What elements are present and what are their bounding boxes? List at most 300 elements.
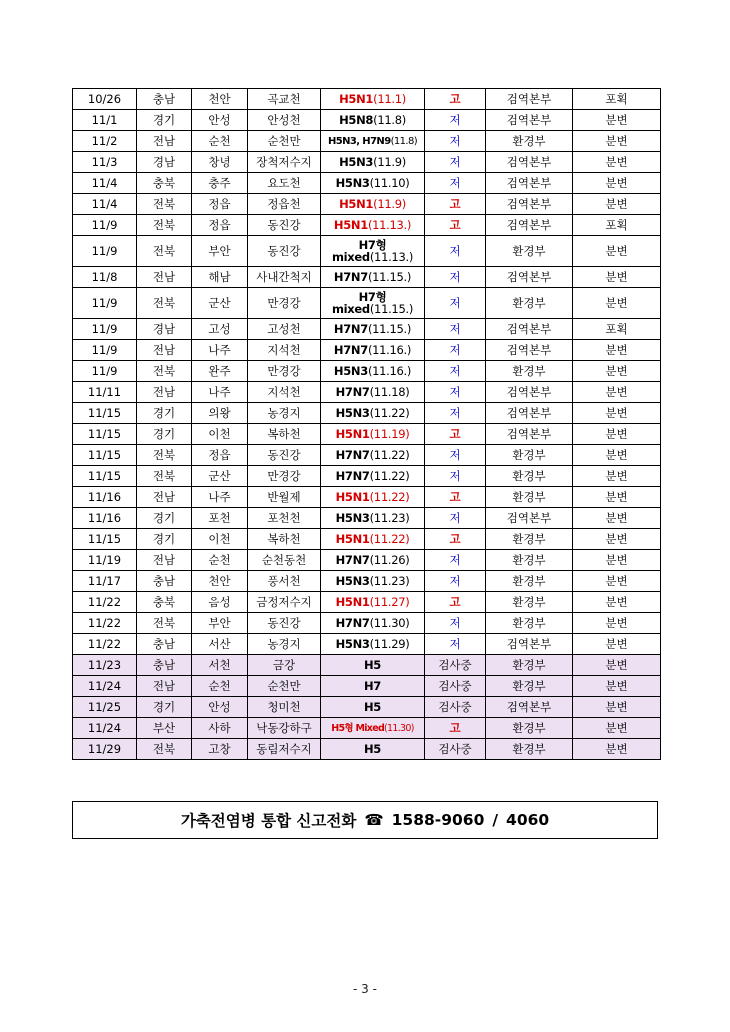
cell-pathogenicity: 저 bbox=[425, 152, 486, 173]
cell-date: 11/24 bbox=[73, 676, 137, 697]
cell-agency: 검역본부 bbox=[486, 267, 573, 288]
cell-subtype bbox=[321, 215, 425, 236]
subtype-name: H7형 mixed bbox=[331, 238, 387, 264]
cell-site: 풍서천 bbox=[248, 571, 321, 592]
cell-sample: 분변 bbox=[573, 152, 661, 173]
subtype-name: H5N1 bbox=[339, 91, 374, 106]
subtype-date: (11.13.) bbox=[367, 217, 412, 232]
cell-date: 11/9 bbox=[73, 319, 137, 340]
subtype-date: (11.22) bbox=[369, 489, 410, 504]
subtype-name: H5형 Mixed bbox=[331, 722, 385, 734]
subtype-date: (11.19) bbox=[369, 426, 410, 441]
cell-sample: 분변 bbox=[573, 718, 661, 739]
cell-province: 전남 bbox=[137, 382, 192, 403]
table-body bbox=[73, 89, 661, 760]
cell-city: 충주 bbox=[192, 173, 248, 194]
cell-city: 고창 bbox=[192, 739, 248, 760]
cell-date: 11/3 bbox=[73, 152, 137, 173]
cell-province: 전남 bbox=[137, 487, 192, 508]
cell-agency: 환경부 bbox=[486, 550, 573, 571]
table-row bbox=[73, 340, 661, 361]
cell-agency: 검역본부 bbox=[486, 215, 573, 236]
cell-date: 11/9 bbox=[73, 340, 137, 361]
subtype-date: (11.18) bbox=[369, 384, 410, 399]
cell-subtype bbox=[321, 267, 425, 288]
cell-date: 11/15 bbox=[73, 445, 137, 466]
cell-agency: 검역본부 bbox=[486, 89, 573, 110]
cell-sample: 분변 bbox=[573, 550, 661, 571]
subtype-name: H5N8 bbox=[339, 112, 374, 127]
subtype-date: (11.1) bbox=[373, 91, 406, 106]
subtype-date: (11.9) bbox=[373, 154, 406, 169]
cell-sample: 분변 bbox=[573, 487, 661, 508]
table-row bbox=[73, 655, 661, 676]
cell-site: 복하천 bbox=[248, 529, 321, 550]
cell-agency: 환경부 bbox=[486, 445, 573, 466]
cell-date: 11/4 bbox=[73, 194, 137, 215]
subtype-date: (11.22) bbox=[369, 405, 410, 420]
cell-province: 전북 bbox=[137, 445, 192, 466]
subtype-date: (11.13.) bbox=[369, 250, 414, 264]
hotline-number-primary: 1588-9060 bbox=[391, 811, 485, 829]
cell-subtype bbox=[321, 718, 425, 739]
table-row bbox=[73, 424, 661, 445]
cell-sample: 분변 bbox=[573, 131, 661, 152]
cell-site: 낙동강하구 bbox=[248, 718, 321, 739]
cell-city: 서천 bbox=[192, 655, 248, 676]
table-row bbox=[73, 697, 661, 718]
cell-subtype bbox=[321, 361, 425, 382]
cell-site: 지석천 bbox=[248, 382, 321, 403]
cell-subtype bbox=[321, 288, 425, 319]
cell-province: 경기 bbox=[137, 424, 192, 445]
cell-province: 경기 bbox=[137, 508, 192, 529]
subtype-name: H7형 mixed bbox=[331, 290, 387, 316]
cell-site: 요도천 bbox=[248, 173, 321, 194]
cell-sample: 분변 bbox=[573, 194, 661, 215]
subtype-name: H5 bbox=[363, 741, 382, 756]
subtype-name: H5N3 bbox=[333, 363, 368, 378]
cell-subtype bbox=[321, 529, 425, 550]
cell-sample: 분변 bbox=[573, 173, 661, 194]
subtype-date: (11.27) bbox=[369, 594, 410, 609]
cell-sample: 분변 bbox=[573, 634, 661, 655]
cell-pathogenicity: 저 bbox=[425, 445, 486, 466]
cell-province: 충북 bbox=[137, 592, 192, 613]
cell-province: 전북 bbox=[137, 194, 192, 215]
cell-subtype bbox=[321, 550, 425, 571]
cell-date: 11/15 bbox=[73, 529, 137, 550]
hotline-number-secondary: 4060 bbox=[506, 811, 550, 829]
cell-province: 경기 bbox=[137, 110, 192, 131]
cell-subtype bbox=[321, 194, 425, 215]
subtype-name: H7N7 bbox=[333, 342, 368, 357]
cell-date: 11/16 bbox=[73, 487, 137, 508]
cell-sample: 분변 bbox=[573, 424, 661, 445]
cell-province: 전남 bbox=[137, 267, 192, 288]
cell-pathogenicity: 저 bbox=[425, 288, 486, 319]
subtype-date: (11.16.) bbox=[367, 342, 412, 357]
cell-site: 만경강 bbox=[248, 466, 321, 487]
cell-subtype bbox=[321, 466, 425, 487]
cell-pathogenicity: 고 bbox=[425, 592, 486, 613]
cell-pathogenicity: 저 bbox=[425, 131, 486, 152]
cell-province: 경남 bbox=[137, 152, 192, 173]
cell-subtype bbox=[321, 655, 425, 676]
cell-city: 정읍 bbox=[192, 194, 248, 215]
cell-site: 만경강 bbox=[248, 361, 321, 382]
cell-subtype bbox=[321, 236, 425, 267]
telephone-icon: ☎ bbox=[364, 811, 384, 829]
subtype-date: (11.22) bbox=[369, 468, 410, 483]
subtype-name: H7N7 bbox=[335, 552, 370, 567]
cell-date: 11/11 bbox=[73, 382, 137, 403]
cell-agency: 환경부 bbox=[486, 571, 573, 592]
cell-site: 장척저수지 bbox=[248, 152, 321, 173]
cell-site: 청미천 bbox=[248, 697, 321, 718]
cell-date: 11/24 bbox=[73, 718, 137, 739]
cell-site: 금강 bbox=[248, 655, 321, 676]
table-row bbox=[73, 267, 661, 288]
table-row bbox=[73, 739, 661, 760]
cell-subtype bbox=[321, 697, 425, 718]
cell-sample: 분변 bbox=[573, 676, 661, 697]
subtype-date: (11.22) bbox=[369, 531, 410, 546]
cell-city: 해남 bbox=[192, 267, 248, 288]
cell-site: 농경지 bbox=[248, 403, 321, 424]
cell-city: 나주 bbox=[192, 340, 248, 361]
cell-pathogenicity: 고 bbox=[425, 424, 486, 445]
cell-sample: 분변 bbox=[573, 571, 661, 592]
subtype-name: H5N1 bbox=[335, 594, 370, 609]
cell-city: 군산 bbox=[192, 288, 248, 319]
cell-pathogenicity: 저 bbox=[425, 382, 486, 403]
cell-province: 전북 bbox=[137, 236, 192, 267]
cell-subtype bbox=[321, 487, 425, 508]
cell-site: 곡교천 bbox=[248, 89, 321, 110]
cell-pathogenicity: 저 bbox=[425, 361, 486, 382]
cell-sample: 분변 bbox=[573, 508, 661, 529]
cell-province: 경기 bbox=[137, 697, 192, 718]
cell-city: 안성 bbox=[192, 110, 248, 131]
cell-site: 농경지 bbox=[248, 634, 321, 655]
table-row bbox=[73, 529, 661, 550]
cell-agency: 검역본부 bbox=[486, 403, 573, 424]
cell-agency: 환경부 bbox=[486, 361, 573, 382]
cell-city: 군산 bbox=[192, 466, 248, 487]
subtype-date: (11.16.) bbox=[367, 363, 412, 378]
cell-sample: 분변 bbox=[573, 288, 661, 319]
cell-site: 동진강 bbox=[248, 613, 321, 634]
cell-agency: 환경부 bbox=[486, 592, 573, 613]
cell-date: 11/2 bbox=[73, 131, 137, 152]
subtype-date: (11.22) bbox=[369, 447, 410, 462]
cell-subtype bbox=[321, 403, 425, 424]
subtype-name: H7N7 bbox=[335, 615, 370, 630]
cell-date: 11/22 bbox=[73, 634, 137, 655]
cell-province: 전북 bbox=[137, 288, 192, 319]
cell-city: 나주 bbox=[192, 487, 248, 508]
cell-pathogenicity: 저 bbox=[425, 110, 486, 131]
cell-pathogenicity: 저 bbox=[425, 236, 486, 267]
cell-province: 전북 bbox=[137, 215, 192, 236]
table-row bbox=[73, 592, 661, 613]
cell-sample: 분변 bbox=[573, 382, 661, 403]
cell-date: 11/9 bbox=[73, 236, 137, 267]
cell-pathogenicity: 저 bbox=[425, 403, 486, 424]
table-row bbox=[73, 508, 661, 529]
cell-agency: 환경부 bbox=[486, 487, 573, 508]
cell-pathogenicity: 저 bbox=[425, 466, 486, 487]
cell-subtype bbox=[321, 319, 425, 340]
subtype-date: (11.30) bbox=[384, 722, 414, 734]
subtype-name: H7N7 bbox=[333, 269, 368, 284]
cell-pathogenicity: 저 bbox=[425, 340, 486, 361]
hotline-box bbox=[72, 801, 658, 839]
cell-subtype bbox=[321, 613, 425, 634]
cell-site: 금정저수지 bbox=[248, 592, 321, 613]
cell-site: 고성천 bbox=[248, 319, 321, 340]
cell-site: 동진강 bbox=[248, 236, 321, 267]
cell-sample: 분변 bbox=[573, 361, 661, 382]
cell-province: 전북 bbox=[137, 613, 192, 634]
subtype-date: (11.8) bbox=[390, 135, 418, 147]
subtype-name: H5N1 bbox=[335, 426, 370, 441]
subtype-date: (11.29) bbox=[369, 636, 410, 651]
cell-sample: 분변 bbox=[573, 340, 661, 361]
cell-date: 11/29 bbox=[73, 739, 137, 760]
cell-date: 11/9 bbox=[73, 288, 137, 319]
cell-pathogenicity: 고 bbox=[425, 215, 486, 236]
cell-city: 순천 bbox=[192, 550, 248, 571]
cell-subtype bbox=[321, 634, 425, 655]
cell-sample: 분변 bbox=[573, 236, 661, 267]
cell-agency: 검역본부 bbox=[486, 382, 573, 403]
cell-date: 11/19 bbox=[73, 550, 137, 571]
cell-agency: 환경부 bbox=[486, 131, 573, 152]
cell-province: 충북 bbox=[137, 173, 192, 194]
table-row bbox=[73, 194, 661, 215]
cell-date: 11/15 bbox=[73, 403, 137, 424]
subtype-name: H7 bbox=[363, 678, 382, 693]
table-row bbox=[73, 613, 661, 634]
cell-agency: 검역본부 bbox=[486, 152, 573, 173]
subtype-name: H5N1 bbox=[339, 196, 374, 211]
subtype-name: H5N1 bbox=[335, 489, 370, 504]
table-row bbox=[73, 466, 661, 487]
cell-city: 서산 bbox=[192, 634, 248, 655]
cell-province: 충남 bbox=[137, 571, 192, 592]
cell-sample: 분변 bbox=[573, 403, 661, 424]
cell-city: 창녕 bbox=[192, 152, 248, 173]
cell-city: 완주 bbox=[192, 361, 248, 382]
cell-subtype bbox=[321, 592, 425, 613]
table-row bbox=[73, 361, 661, 382]
cell-subtype bbox=[321, 445, 425, 466]
cell-sample: 분변 bbox=[573, 739, 661, 760]
cell-province: 충남 bbox=[137, 89, 192, 110]
cell-sample: 포획 bbox=[573, 89, 661, 110]
cell-sample: 포획 bbox=[573, 215, 661, 236]
cell-pathogenicity: 저 bbox=[425, 634, 486, 655]
cell-pathogenicity: 검사중 bbox=[425, 676, 486, 697]
table-row bbox=[73, 288, 661, 319]
table-row bbox=[73, 152, 661, 173]
cell-city: 부안 bbox=[192, 236, 248, 267]
table-row bbox=[73, 110, 661, 131]
cell-subtype bbox=[321, 89, 425, 110]
cell-date: 11/8 bbox=[73, 267, 137, 288]
table-row bbox=[73, 89, 661, 110]
cell-province: 전남 bbox=[137, 131, 192, 152]
cell-subtype bbox=[321, 382, 425, 403]
subtype-name: H5N3 bbox=[335, 175, 370, 190]
cell-agency: 검역본부 bbox=[486, 634, 573, 655]
hotline-label: 가축전염병 통합 신고전화 bbox=[180, 812, 357, 830]
cell-date: 10/26 bbox=[73, 89, 137, 110]
cell-date: 11/15 bbox=[73, 466, 137, 487]
cell-province: 부산 bbox=[137, 718, 192, 739]
cell-province: 전남 bbox=[137, 676, 192, 697]
cell-pathogenicity: 저 bbox=[425, 319, 486, 340]
subtype-name: H5N1 bbox=[333, 217, 368, 232]
cell-city: 사하 bbox=[192, 718, 248, 739]
cell-pathogenicity: 저 bbox=[425, 571, 486, 592]
cell-province: 전남 bbox=[137, 340, 192, 361]
subtype-date: (11.15.) bbox=[367, 269, 412, 284]
subtype-name: H7N7 bbox=[333, 321, 368, 336]
cell-date: 11/25 bbox=[73, 697, 137, 718]
table-row bbox=[73, 403, 661, 424]
subtype-name: H5N3, H7N9 bbox=[327, 135, 391, 147]
cell-pathogenicity: 고 bbox=[425, 487, 486, 508]
cell-agency: 검역본부 bbox=[486, 508, 573, 529]
cell-sample: 분변 bbox=[573, 613, 661, 634]
subtype-name: H7N7 bbox=[335, 468, 370, 483]
subtype-name: H5N3 bbox=[335, 573, 370, 588]
cell-site: 복하천 bbox=[248, 424, 321, 445]
cell-city: 천안 bbox=[192, 89, 248, 110]
cell-subtype bbox=[321, 676, 425, 697]
cell-site: 지석천 bbox=[248, 340, 321, 361]
cell-pathogenicity: 고 bbox=[425, 89, 486, 110]
cell-date: 11/9 bbox=[73, 361, 137, 382]
table-row bbox=[73, 131, 661, 152]
cell-date: 11/4 bbox=[73, 173, 137, 194]
table-row bbox=[73, 718, 661, 739]
cell-agency: 검역본부 bbox=[486, 424, 573, 445]
cell-sample: 분변 bbox=[573, 529, 661, 550]
cell-pathogenicity: 검사중 bbox=[425, 697, 486, 718]
cell-site: 안성천 bbox=[248, 110, 321, 131]
cell-city: 천안 bbox=[192, 571, 248, 592]
cell-province: 충남 bbox=[137, 634, 192, 655]
cell-sample: 분변 bbox=[573, 697, 661, 718]
cell-pathogenicity: 저 bbox=[425, 550, 486, 571]
cell-pathogenicity: 고 bbox=[425, 529, 486, 550]
cell-agency: 환경부 bbox=[486, 466, 573, 487]
cell-agency: 환경부 bbox=[486, 288, 573, 319]
cell-subtype bbox=[321, 131, 425, 152]
table-row bbox=[73, 382, 661, 403]
cell-city: 나주 bbox=[192, 382, 248, 403]
cell-sample: 분변 bbox=[573, 110, 661, 131]
cell-pathogenicity: 저 bbox=[425, 613, 486, 634]
cell-site: 만경강 bbox=[248, 288, 321, 319]
subtype-name: H5N3 bbox=[335, 405, 370, 420]
cell-agency: 검역본부 bbox=[486, 173, 573, 194]
cell-subtype bbox=[321, 739, 425, 760]
subtype-date: (11.23) bbox=[369, 573, 410, 588]
subtype-name: H5N3 bbox=[335, 510, 370, 525]
cell-agency: 환경부 bbox=[486, 529, 573, 550]
cell-agency: 검역본부 bbox=[486, 319, 573, 340]
cell-agency: 환경부 bbox=[486, 739, 573, 760]
cell-date: 11/9 bbox=[73, 215, 137, 236]
cell-sample: 분변 bbox=[573, 655, 661, 676]
cell-sample: 분변 bbox=[573, 267, 661, 288]
cell-city: 의왕 bbox=[192, 403, 248, 424]
table-row bbox=[73, 676, 661, 697]
cell-pathogenicity: 검사중 bbox=[425, 739, 486, 760]
cell-province: 경기 bbox=[137, 529, 192, 550]
cell-city: 부안 bbox=[192, 613, 248, 634]
subtype-date: (11.26) bbox=[369, 552, 410, 567]
cell-province: 전북 bbox=[137, 361, 192, 382]
hotline-separator: / bbox=[492, 811, 499, 829]
cell-agency: 환경부 bbox=[486, 236, 573, 267]
cell-date: 11/22 bbox=[73, 592, 137, 613]
cell-province: 전북 bbox=[137, 739, 192, 760]
cell-sample: 분변 bbox=[573, 592, 661, 613]
cell-agency: 환경부 bbox=[486, 613, 573, 634]
table-row bbox=[73, 550, 661, 571]
subtype-name: H5 bbox=[363, 657, 382, 672]
cell-province: 전남 bbox=[137, 550, 192, 571]
cell-city: 안성 bbox=[192, 697, 248, 718]
cell-agency: 검역본부 bbox=[486, 697, 573, 718]
cell-date: 11/16 bbox=[73, 508, 137, 529]
table-row bbox=[73, 215, 661, 236]
cell-pathogenicity: 고 bbox=[425, 718, 486, 739]
cell-date: 11/23 bbox=[73, 655, 137, 676]
cell-city: 정읍 bbox=[192, 445, 248, 466]
subtype-name: H5N1 bbox=[335, 531, 370, 546]
cell-subtype bbox=[321, 152, 425, 173]
page-number: - 3 - bbox=[353, 982, 377, 996]
table-row bbox=[73, 634, 661, 655]
cell-date: 11/22 bbox=[73, 613, 137, 634]
cell-city: 고성 bbox=[192, 319, 248, 340]
cell-subtype bbox=[321, 508, 425, 529]
detection-table bbox=[72, 88, 661, 760]
subtype-date: (11.15.) bbox=[367, 321, 412, 336]
cell-site: 사내간척지 bbox=[248, 267, 321, 288]
table-row bbox=[73, 487, 661, 508]
cell-agency: 환경부 bbox=[486, 676, 573, 697]
cell-date: 11/15 bbox=[73, 424, 137, 445]
cell-province: 전북 bbox=[137, 466, 192, 487]
cell-site: 포천천 bbox=[248, 508, 321, 529]
cell-sample: 분변 bbox=[573, 445, 661, 466]
cell-subtype bbox=[321, 340, 425, 361]
cell-city: 이천 bbox=[192, 424, 248, 445]
cell-site: 동진강 bbox=[248, 215, 321, 236]
cell-city: 순천 bbox=[192, 676, 248, 697]
cell-date: 11/17 bbox=[73, 571, 137, 592]
cell-city: 정읍 bbox=[192, 215, 248, 236]
subtype-date: (11.15.) bbox=[369, 302, 414, 316]
